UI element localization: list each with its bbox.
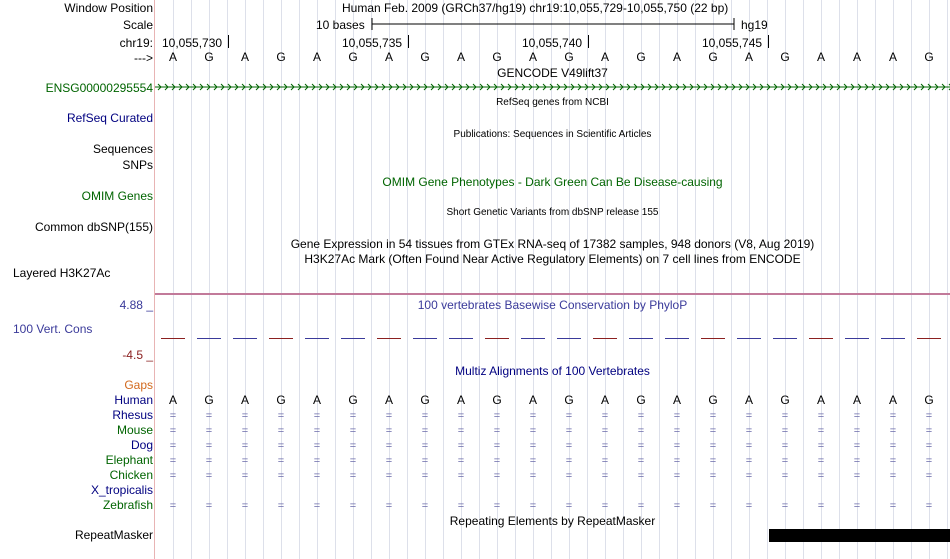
cons-title[interactable]: 100 vertebrates Basewise Conservation by PhyloP <box>417 298 688 312</box>
alignment-base: = <box>889 425 897 437</box>
base: G <box>924 50 934 64</box>
base: A <box>816 50 825 64</box>
cons-mark <box>413 338 437 339</box>
alignment-base: = <box>205 500 213 512</box>
gencode-gene-label[interactable]: ENSG00000295554 <box>45 81 153 95</box>
alignment-base: = <box>421 440 429 452</box>
alignment-base: = <box>781 410 789 422</box>
alignment-base: = <box>925 410 933 422</box>
cons-mark <box>593 338 617 339</box>
alignment-base: G <box>276 393 286 407</box>
alignment-base: = <box>313 470 321 482</box>
species-label[interactable]: Rhesus <box>112 408 153 422</box>
alignment-base: = <box>781 470 789 482</box>
snps-label[interactable]: SNPs <box>122 158 153 172</box>
base: G <box>564 50 574 64</box>
alignment-base: = <box>673 455 681 467</box>
alignment-base: = <box>457 425 465 437</box>
species-label[interactable]: Elephant <box>105 453 153 467</box>
cons-mark <box>485 338 509 339</box>
alignment-base: = <box>817 410 825 422</box>
alignment-base: = <box>385 500 393 512</box>
alignment-base: = <box>385 425 393 437</box>
alignment-base: = <box>457 455 465 467</box>
alignment-base: = <box>565 425 573 437</box>
omim-label[interactable]: OMIM Genes <box>81 189 153 203</box>
base: A <box>888 50 897 64</box>
alignment-base: = <box>313 425 321 437</box>
base: G <box>708 50 718 64</box>
alignment-base: = <box>781 500 789 512</box>
h3k27ac-title[interactable]: H3K27Ac Mark (Often Found Near Active Regulatory Elements) on 7 cell lines from ENCODE <box>304 252 801 266</box>
alignment-base: = <box>169 440 177 452</box>
alignment-base: = <box>781 455 789 467</box>
alignment-base: = <box>565 440 573 452</box>
alignment-base: G <box>420 393 430 407</box>
alignment-base: G <box>204 393 214 407</box>
cons-mark <box>377 338 401 339</box>
cons-mark <box>701 338 725 339</box>
alignment-base: = <box>745 455 753 467</box>
alignment-base: A <box>600 393 609 407</box>
alignment-base: = <box>889 500 897 512</box>
scale-assembly: hg19 <box>741 18 768 32</box>
publications-title[interactable]: Publications: Sequences in Scientific Articles <box>453 129 652 140</box>
alignment-base: = <box>637 470 645 482</box>
alignment-base: = <box>349 470 357 482</box>
cons-mark <box>521 338 545 339</box>
alignment-base: = <box>421 470 429 482</box>
alignment-base: A <box>672 393 681 407</box>
alignment-base: = <box>421 500 429 512</box>
alignment-base: = <box>601 440 609 452</box>
alignment-base: = <box>601 455 609 467</box>
alignment-base: G <box>564 393 574 407</box>
base: A <box>852 50 861 64</box>
alignment-base: A <box>312 393 321 407</box>
gencode-gene-feature[interactable] <box>155 80 950 94</box>
alignment-base: = <box>637 440 645 452</box>
base: A <box>600 50 609 64</box>
alignment-base: G <box>708 393 718 407</box>
alignment-base: = <box>637 455 645 467</box>
alignment-base: = <box>457 500 465 512</box>
alignment-base: A <box>528 393 537 407</box>
alignment-base: = <box>601 500 609 512</box>
alignment-base: = <box>277 410 285 422</box>
alignment-base: = <box>169 470 177 482</box>
alignment-base: = <box>745 425 753 437</box>
position-tick <box>588 35 589 48</box>
cons-mark <box>341 338 365 339</box>
alignment-base: = <box>241 440 249 452</box>
cons-mark <box>773 338 797 339</box>
dbsnp-label[interactable]: Common dbSNP(155) <box>34 220 153 234</box>
alignment-base: = <box>781 425 789 437</box>
position-tick-label: 10,055,730 <box>162 36 223 50</box>
base: A <box>456 50 465 64</box>
alignment-base: = <box>529 500 537 512</box>
alignment-base: = <box>889 455 897 467</box>
alignment-base: = <box>889 440 897 452</box>
alignment-base: G <box>348 393 358 407</box>
alignment-base: = <box>493 440 501 452</box>
cons-mark <box>665 338 689 339</box>
position-tick <box>768 35 769 48</box>
gtex-title[interactable]: Gene Expression in 54 tissues from GTEx RNA-seq of 17382 samples, 948 donors (V8, Aug 2019) <box>290 237 815 251</box>
alignment-base: G <box>636 393 646 407</box>
alignment-base: = <box>529 455 537 467</box>
alignment-base: = <box>457 440 465 452</box>
base: A <box>672 50 681 64</box>
alignment-base: = <box>457 470 465 482</box>
alignment-base: = <box>709 455 717 467</box>
alignment-base: = <box>241 425 249 437</box>
alignment-base: = <box>601 425 609 437</box>
alignment-base: = <box>205 455 213 467</box>
base: G <box>780 50 790 64</box>
sequences-label[interactable]: Sequences <box>92 142 153 156</box>
cons-mark <box>197 338 221 339</box>
cons-mark <box>233 338 257 339</box>
base: G <box>636 50 646 64</box>
cons-label[interactable]: 100 Vert. Cons <box>13 322 93 336</box>
alignment-base: = <box>745 410 753 422</box>
alignment-base: = <box>745 440 753 452</box>
alignment-base: = <box>385 470 393 482</box>
alignment-base: = <box>349 500 357 512</box>
omim-title[interactable]: OMIM Gene Phenotypes - Dark Green Can Be Disease-causing <box>382 175 723 189</box>
alignment-base: = <box>277 470 285 482</box>
alignment-base: = <box>277 500 285 512</box>
alignment-base: A <box>816 393 825 407</box>
alignment-base: = <box>277 440 285 452</box>
alignment-base: A <box>168 393 177 407</box>
alignment-base: = <box>493 410 501 422</box>
repeatmasker-label[interactable]: RepeatMasker <box>74 528 153 542</box>
cons-graph <box>155 330 950 352</box>
alignment-base: = <box>709 500 717 512</box>
multiz-title[interactable]: Multiz Alignments of 100 Vertebrates <box>455 364 650 378</box>
position-tick <box>228 35 229 48</box>
base: A <box>168 50 177 64</box>
alignment-base: = <box>565 470 573 482</box>
refseq-label[interactable]: RefSeq Curated <box>66 111 153 125</box>
species-label[interactable]: Zebrafish <box>102 498 153 512</box>
alignment-base: = <box>565 500 573 512</box>
alignment-base: = <box>421 425 429 437</box>
alignment-base: = <box>241 500 249 512</box>
alignment-base: = <box>673 500 681 512</box>
alignment-base: = <box>925 455 933 467</box>
alignment-base: = <box>853 425 861 437</box>
alignment-base: = <box>853 440 861 452</box>
strand-label: ---> <box>134 51 153 65</box>
alignment-base: A <box>240 393 249 407</box>
alignment-base: = <box>637 410 645 422</box>
refseq-title[interactable]: RefSeq genes from NCBI <box>496 97 609 108</box>
scale-text: 10 bases <box>316 18 365 32</box>
alignment-base: = <box>529 410 537 422</box>
alignment-base: = <box>709 470 717 482</box>
alignment-base: = <box>709 425 717 437</box>
window-position-label: Window Position <box>64 1 153 15</box>
alignment-base: = <box>673 470 681 482</box>
alignment-base: = <box>421 410 429 422</box>
alignment-base: = <box>925 500 933 512</box>
alignment-base: = <box>925 470 933 482</box>
alignment-base: = <box>205 470 213 482</box>
alignment-base: = <box>673 410 681 422</box>
chrom-label: chr19: <box>119 36 153 50</box>
cons-mark <box>881 338 905 339</box>
alignment-base: = <box>277 455 285 467</box>
gaps-label[interactable]: Gaps <box>124 378 153 392</box>
alignment-base: = <box>349 455 357 467</box>
alignment-base: = <box>205 425 213 437</box>
alignment-base: = <box>169 410 177 422</box>
alignment-base: = <box>925 425 933 437</box>
alignment-base: = <box>493 500 501 512</box>
alignment-base: = <box>709 440 717 452</box>
cons-mark <box>269 338 293 339</box>
species-label[interactable]: X_tropicalis <box>90 483 153 497</box>
alignment-base: = <box>529 440 537 452</box>
alignment-base: = <box>709 410 717 422</box>
alignment-base: = <box>637 500 645 512</box>
position-tick-label: 10,055,745 <box>702 36 763 50</box>
alignment-base: = <box>889 410 897 422</box>
base: G <box>348 50 358 64</box>
alignment-base: = <box>313 440 321 452</box>
alignment-base: = <box>745 470 753 482</box>
alignment-base: = <box>205 410 213 422</box>
repeat-title[interactable]: Repeating Elements by RepeatMasker <box>449 514 656 528</box>
alignment-base: = <box>745 500 753 512</box>
position-tick-label: 10,055,740 <box>522 36 583 50</box>
alignment-base: = <box>349 425 357 437</box>
alignment-base: G <box>780 393 790 407</box>
alignment-base: = <box>169 455 177 467</box>
alignment-base: = <box>529 470 537 482</box>
h3k27ac-label[interactable]: Layered H3K27Ac <box>13 266 111 280</box>
alignment-base: = <box>925 440 933 452</box>
alignment-base: = <box>817 455 825 467</box>
alignment-base: = <box>385 410 393 422</box>
species-label[interactable]: Human <box>114 393 153 407</box>
window-position-value: Human Feb. 2009 (GRCh37/hg19) chr19:10,055,729-10,055,750 (22 bp) <box>342 1 729 15</box>
alignment-base: = <box>493 455 501 467</box>
alignment-base: = <box>853 500 861 512</box>
alignment-base: = <box>349 440 357 452</box>
species-label[interactable]: Mouse <box>116 423 153 437</box>
cons-mark <box>845 338 869 339</box>
alignment-base: G <box>924 393 934 407</box>
cons-mark <box>305 338 329 339</box>
alignment-base: = <box>601 410 609 422</box>
alignment-base: = <box>817 425 825 437</box>
alignment-base: A <box>744 393 753 407</box>
alignment-base: = <box>817 440 825 452</box>
position-tick-label: 10,055,735 <box>342 36 403 50</box>
position-tick <box>408 35 409 48</box>
alignment-base: = <box>241 410 249 422</box>
alignment-base: = <box>673 440 681 452</box>
scale-bar <box>370 16 738 32</box>
species-label[interactable]: Chicken <box>109 468 153 482</box>
alignment-base: = <box>349 410 357 422</box>
alignment-base: = <box>313 410 321 422</box>
alignment-base: = <box>457 410 465 422</box>
alignment-base: = <box>205 440 213 452</box>
alignment-base: = <box>493 470 501 482</box>
scale-label: Scale <box>122 18 153 32</box>
alignment-base: = <box>313 455 321 467</box>
h3k27ac-signal-line <box>155 293 950 295</box>
cons-min-label: -4.5 _ <box>122 348 153 362</box>
base: G <box>492 50 502 64</box>
alignment-base: = <box>169 500 177 512</box>
base: G <box>276 50 286 64</box>
alignment-base: A <box>888 393 897 407</box>
alignment-base: = <box>277 425 285 437</box>
alignment-base: = <box>817 470 825 482</box>
cons-mark <box>917 338 941 339</box>
cons-mark <box>557 338 581 339</box>
cons-max-label: 4.88 _ <box>119 298 153 312</box>
alignment-base: = <box>565 455 573 467</box>
base: G <box>204 50 214 64</box>
dbsnp-title[interactable]: Short Genetic Variants from dbSNP release 155 <box>446 207 659 218</box>
alignment-base: = <box>529 425 537 437</box>
alignment-base: = <box>637 425 645 437</box>
alignment-base: A <box>456 393 465 407</box>
alignment-base: = <box>385 440 393 452</box>
gencode-title[interactable]: GENCODE V49lift37 <box>497 66 608 80</box>
alignment-base: = <box>781 440 789 452</box>
base: A <box>744 50 753 64</box>
species-label[interactable]: Dog <box>130 438 153 452</box>
alignment-base: = <box>601 470 609 482</box>
alignment-base: = <box>817 500 825 512</box>
cons-mark <box>737 338 761 339</box>
base: A <box>312 50 321 64</box>
alignment-base: = <box>853 455 861 467</box>
base: A <box>528 50 537 64</box>
alignment-base: = <box>169 425 177 437</box>
alignment-base: = <box>421 455 429 467</box>
alignment-base: = <box>241 455 249 467</box>
cons-mark <box>449 338 473 339</box>
alignment-base: = <box>673 425 681 437</box>
reference-sequence <box>0 50 950 64</box>
base: A <box>240 50 249 64</box>
repeat-element[interactable] <box>769 529 950 542</box>
cons-mark <box>629 338 653 339</box>
alignment-base: = <box>313 500 321 512</box>
alignment-base: A <box>384 393 393 407</box>
cons-mark <box>809 338 833 339</box>
alignment-base: = <box>493 425 501 437</box>
alignment-base: = <box>241 470 249 482</box>
alignment-base: = <box>853 410 861 422</box>
base: A <box>384 50 393 64</box>
cons-mark <box>161 338 185 339</box>
alignment-base: G <box>492 393 502 407</box>
alignment-base: = <box>889 470 897 482</box>
alignment-base: = <box>385 455 393 467</box>
alignment-base: A <box>852 393 861 407</box>
alignment-base: = <box>565 410 573 422</box>
base: G <box>420 50 430 64</box>
alignment-base: = <box>853 470 861 482</box>
